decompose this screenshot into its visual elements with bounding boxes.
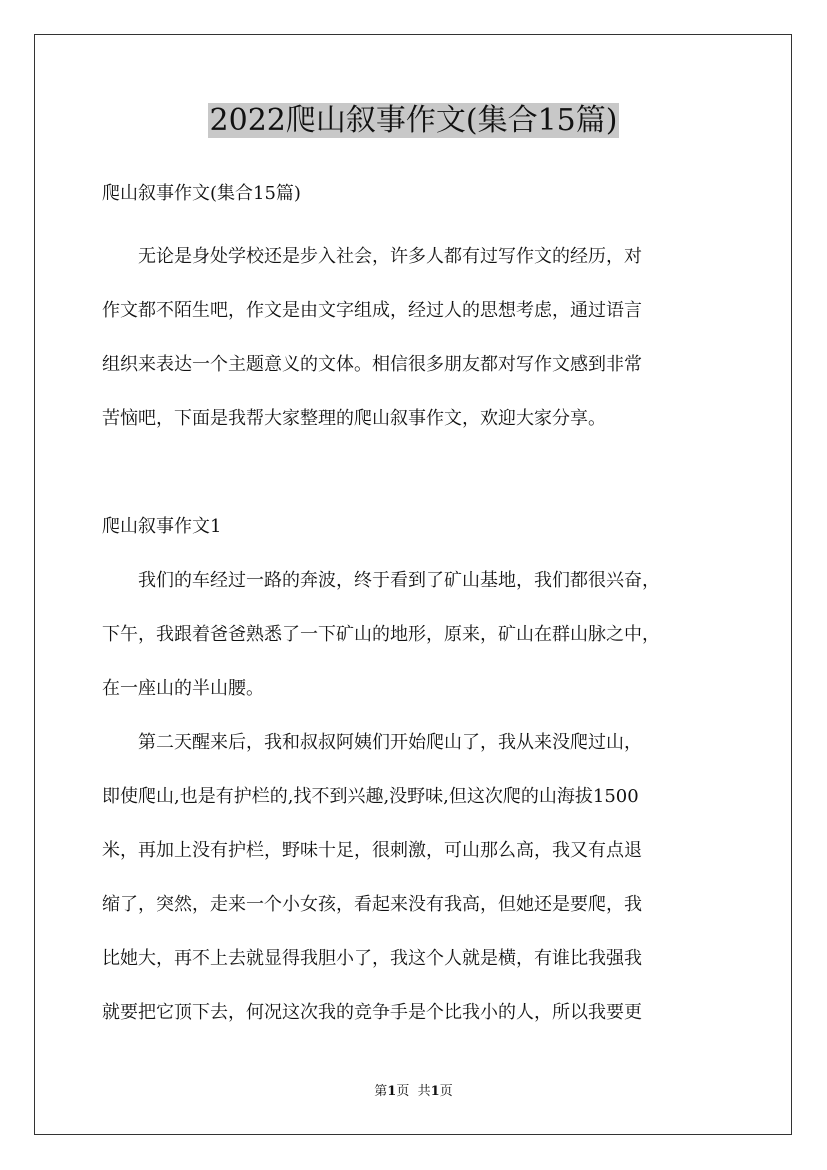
footer-page-label: 第 [374,1084,388,1099]
section-heading: 爬山叙事作文1 [102,516,222,537]
intro-line-1: 无论是身处学校还是步入社会，许多人都有过写作文的经历，对 [138,246,642,267]
footer-page-number: 1 [387,1084,397,1099]
footer-total-number: 1 [430,1084,440,1099]
paragraph-2-line-6: 就要把它顶下去，何况这次我的竞争手是个比我小的人，所以我要更 [102,1002,642,1023]
page-footer [0,1082,827,1102]
paragraph-2-line-3: 米，再加上没有护栏，野味十足，很刺激，可山那么高，我又有点退 [102,840,642,861]
paragraph-1 [102,554,742,716]
document-subtitle: 爬山叙事作文(集合15篇) [102,183,301,204]
document-body [102,176,742,1040]
document-title: 2022爬山叙事作文(集合15篇) [209,103,618,138]
footer-total-unit: 页 [439,1084,453,1099]
paragraph-2-line-1: 第二天醒来后，我和叔叔阿姨们开始爬山了，我从来没爬过山， [138,732,642,753]
paragraph-2-line-5: 比她大，再不上去就显得我胆小了，我这个人就是横，有谁比我强我 [102,948,642,969]
paragraph-1-line-1: 我们的车经过一路的奔波，终于看到了矿山基地，我们都很兴奋， [138,570,660,591]
intro-line-2: 作文都不陌生吧，作文是由文字组成，经过人的思想考虑，通过语言 [102,300,642,321]
intro-line-4: 苦恼吧，下面是我帮大家整理的爬山叙事作文，欢迎大家分享。 [102,408,606,429]
paragraph-2-line-2: 即使爬山,也是有护栏的,找不到兴趣,没野味,但这次爬的山海拔1500 [102,786,639,807]
spacer [102,446,742,500]
paragraph-2 [102,716,742,1040]
paragraph-1-line-3: 在一座山的半山腰。 [102,678,264,699]
paragraph-2-line-4: 缩了，突然，走来一个小女孩，看起来没有我高，但她还是要爬，我 [102,894,642,915]
intro-paragraph [102,230,742,446]
footer-page-unit: 页 [396,1084,410,1099]
intro-line-3: 组织来表达一个主题意义的文体。相信很多朋友都对写作文感到非常 [102,354,642,375]
footer-total-label: 共 [417,1084,431,1099]
paragraph-1-line-2: 下午，我跟着爸爸熟悉了一下矿山的地形，原来，矿山在群山脉之中， [102,624,660,645]
